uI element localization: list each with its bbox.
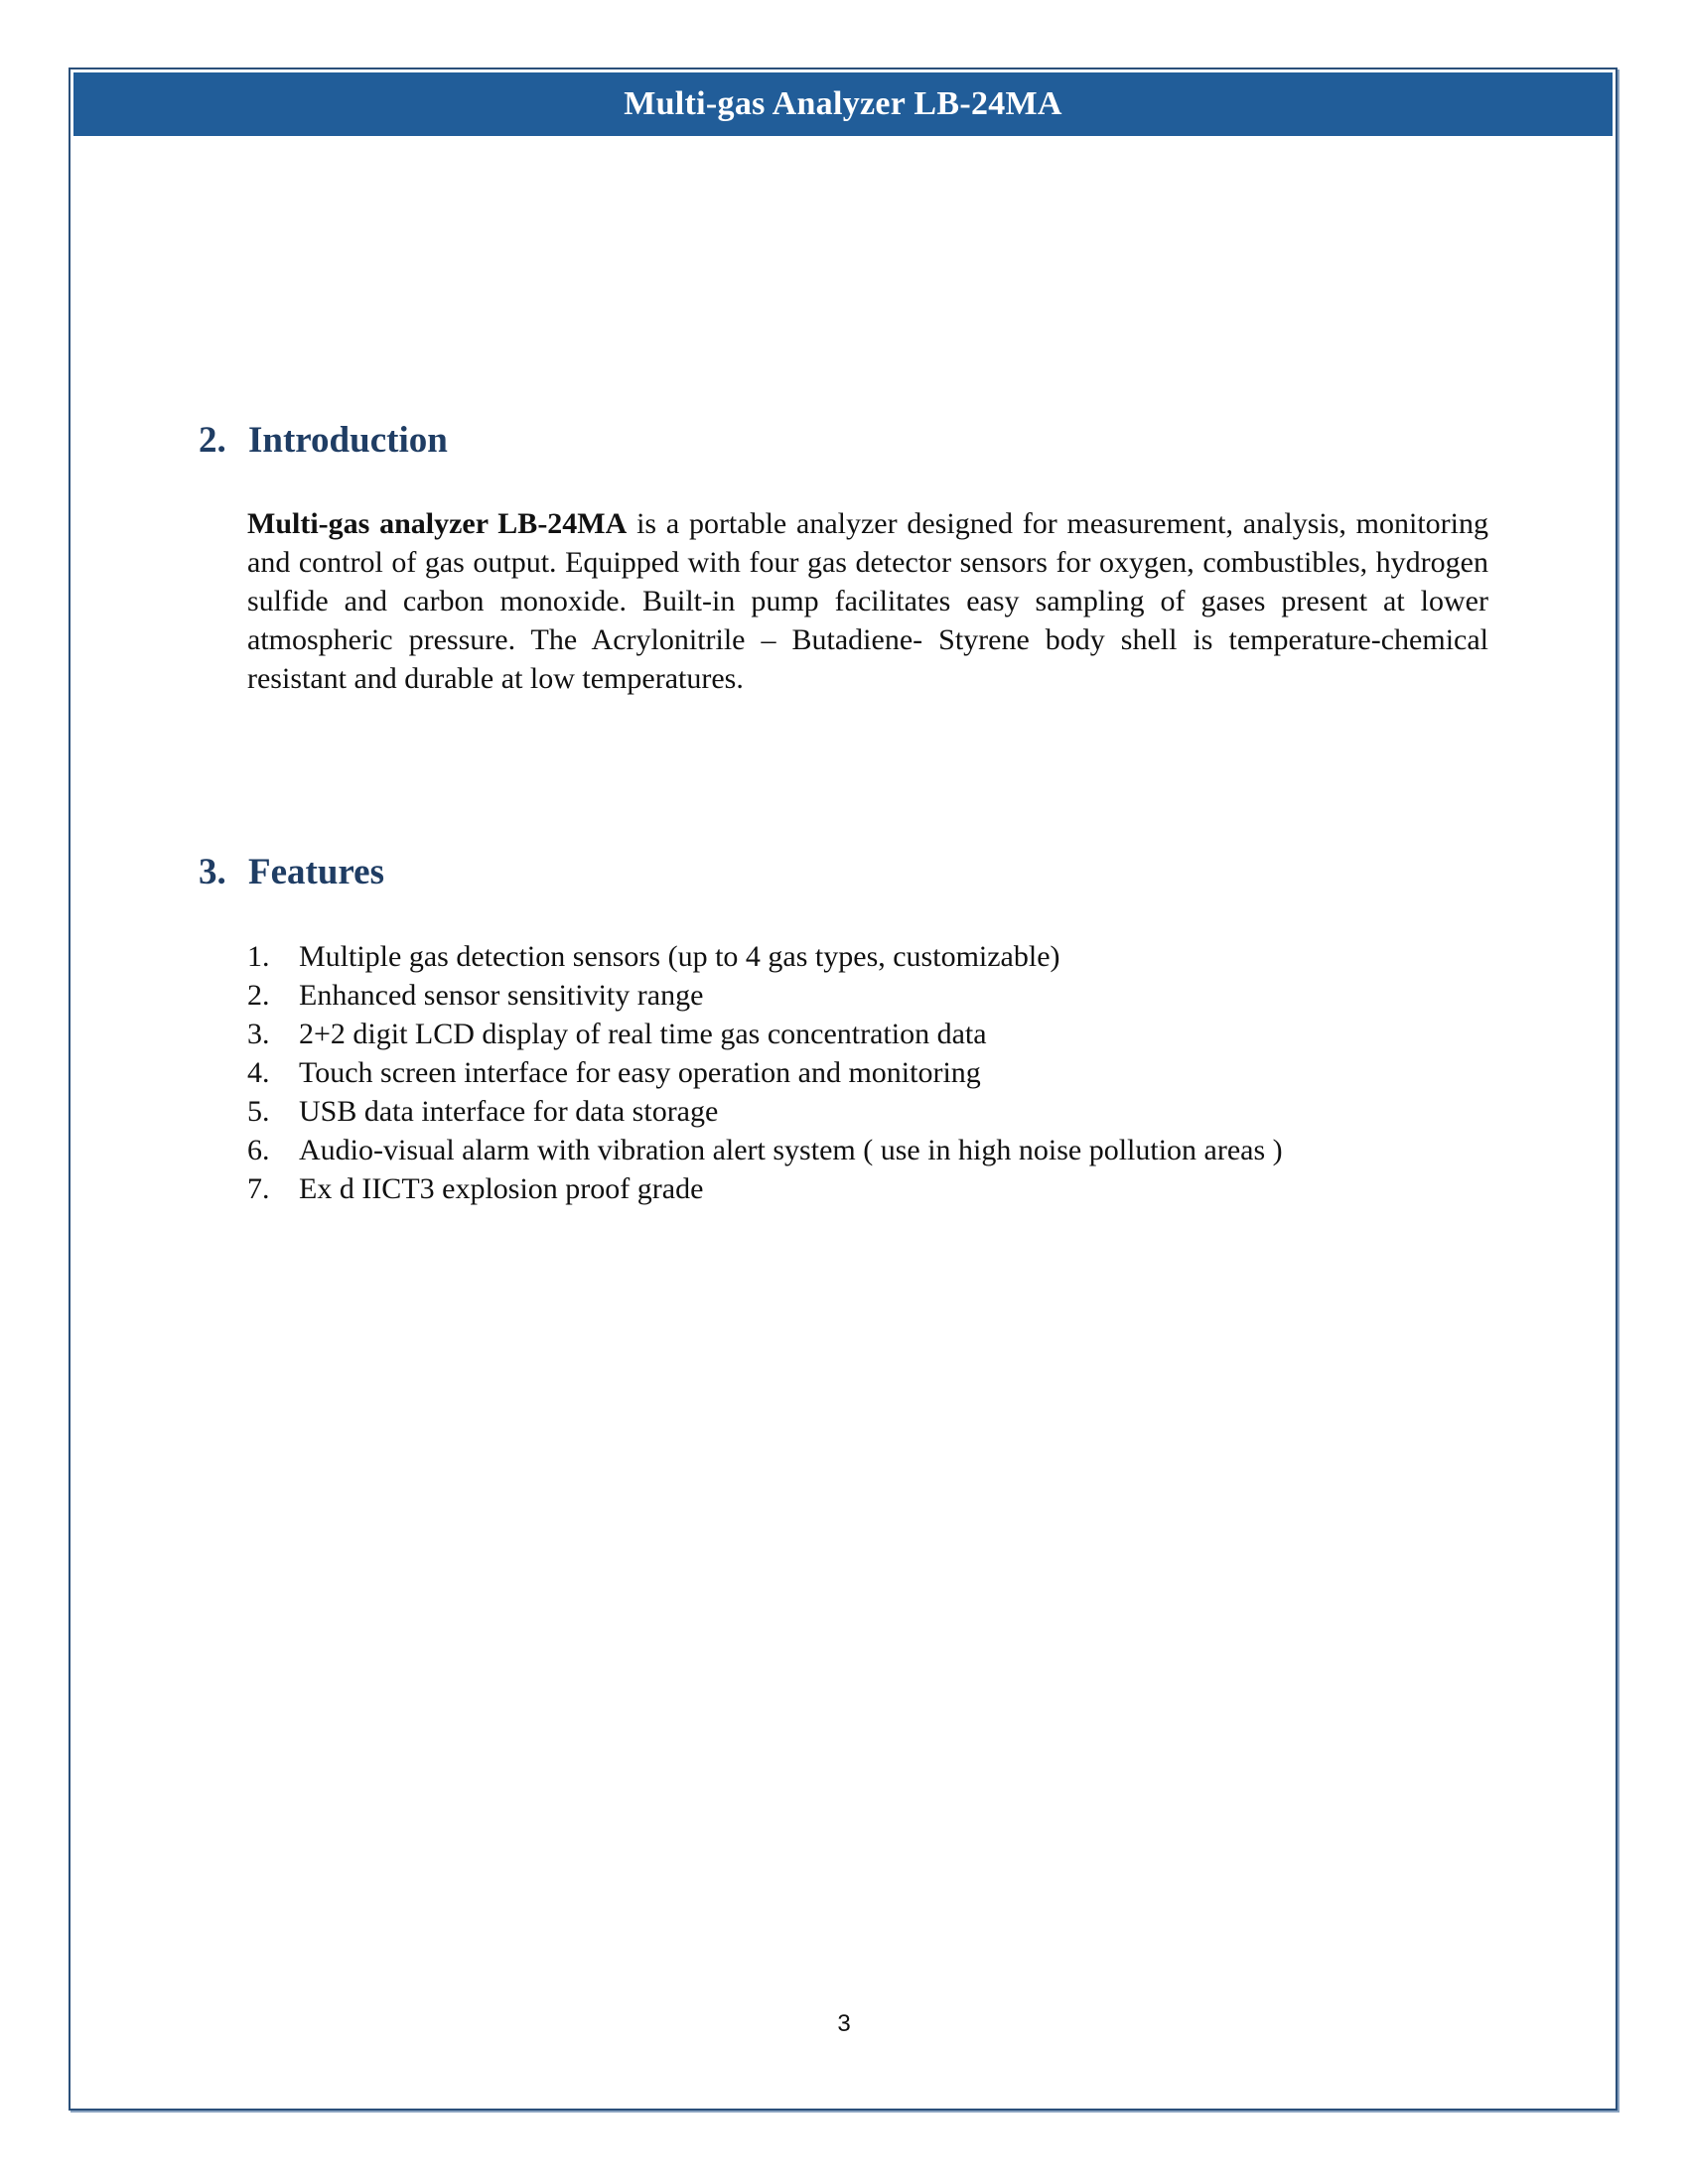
- feature-index: 7.: [247, 1172, 270, 1205]
- introduction-body: is a portable analyzer designed for measurement, analysis, monitoring and control of gas output. Equipped with four gas detector sensors for oxygen, combustibles, hydrogen sulfide and carbon monoxide. Built-in pump facilitates easy sampling of gases present at lower atmospheric pressure. The Acrylonitrile – Butadiene- Styrene body shell is temperature-chemical resistant and durable at low temperatures.: [247, 507, 1488, 695]
- header-bar: [73, 72, 1613, 136]
- feature-text: USB data interface for data storage: [299, 1095, 719, 1128]
- document-title: Multi-gas Analyzer LB-24MA: [624, 85, 1062, 122]
- feature-item: [247, 1053, 1283, 1092]
- feature-index: 5.: [247, 1095, 270, 1128]
- feature-list: [247, 937, 1283, 1208]
- feature-index: 3.: [247, 1018, 270, 1050]
- features-section-title: Features: [248, 852, 384, 892]
- feature-index: 1.: [247, 940, 270, 973]
- features-section-number: 3.: [199, 852, 226, 892]
- feature-text: Audio-visual alarm with vibration alert system ( use in high noise pollution areas ): [299, 1134, 1283, 1166]
- feature-index: 2.: [247, 979, 270, 1012]
- feature-item: [247, 937, 1283, 976]
- features-heading: [199, 851, 384, 893]
- feature-item: [247, 1131, 1283, 1169]
- feature-item: [247, 1015, 1283, 1053]
- feature-index: 4.: [247, 1056, 270, 1089]
- feature-text: Ex d IICT3 explosion proof grade: [299, 1172, 704, 1205]
- feature-text: Enhanced sensor sensitivity range: [299, 979, 704, 1012]
- feature-index: 6.: [247, 1134, 270, 1166]
- feature-item: [247, 1092, 1283, 1131]
- feature-text: Touch screen interface for easy operation and monitoring: [299, 1056, 981, 1089]
- page-number: 3: [837, 2010, 851, 2037]
- introduction-paragraph: [247, 504, 1488, 698]
- feature-text: 2+2 digit LCD display of real time gas concentration data: [299, 1018, 987, 1050]
- introduction-lead: Multi-gas analyzer LB-24MA: [247, 507, 628, 540]
- introduction-section-number: 2.: [199, 420, 226, 461]
- feature-text: Multiple gas detection sensors (up to 4 gas types, customizable): [299, 940, 1060, 973]
- introduction-section-title: Introduction: [248, 420, 448, 461]
- feature-item: [247, 1169, 1283, 1208]
- introduction-heading: [199, 419, 448, 462]
- feature-item: [247, 976, 1283, 1015]
